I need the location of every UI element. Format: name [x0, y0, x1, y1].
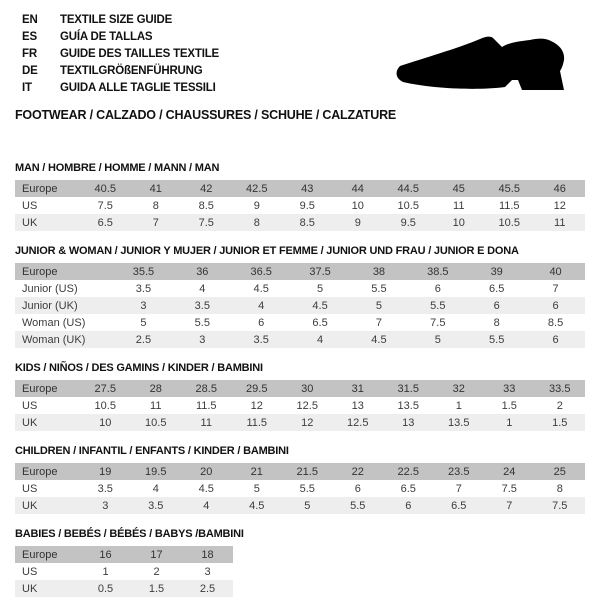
size-value-cell: 25 [553, 465, 566, 478]
size-value-cell: 16 [99, 548, 112, 561]
size-value-cell: 4.5 [198, 482, 214, 495]
size-value-cell: 1.5 [501, 399, 517, 412]
language-title: TEXTILGRÖßENFÜHRUNG [60, 65, 203, 77]
size-value-cell: 2 [556, 399, 563, 412]
size-value-cell: 11 [453, 199, 465, 212]
size-value-cell: 5 [375, 299, 382, 312]
size-value-cell: 5.5 [430, 299, 446, 312]
size-value-cell: 39 [490, 265, 503, 278]
category-heading: FOOTWEAR / CALZADO / CHAUSSURES / SCHUHE / CALZATURE [15, 108, 397, 122]
size-table-header-row [15, 463, 585, 480]
size-table-kids [15, 380, 585, 431]
size-value-cell: 3 [102, 499, 109, 512]
language-title: GUÍA DE TALLAS [60, 31, 153, 43]
language-title: GUIDA ALLE TAGLIE TESSILI [60, 82, 216, 94]
size-value-cell: 31.5 [397, 382, 419, 395]
size-value-cell: 29.5 [246, 382, 268, 395]
size-value-cell: 45.5 [498, 182, 520, 195]
row-label: US [22, 199, 38, 212]
size-value-cell: 46 [553, 182, 566, 195]
size-table-row [15, 197, 585, 214]
size-value-cell: 6.5 [97, 216, 113, 229]
size-value-cell: 7.5 [198, 216, 214, 229]
size-value-cell: 6.5 [312, 316, 328, 329]
size-value-cell: 5.5 [350, 499, 366, 512]
size-value-cell: 7.5 [501, 482, 517, 495]
size-value-cell: 3.5 [194, 299, 210, 312]
size-value-cell: 20 [200, 465, 213, 478]
size-table-row [15, 580, 233, 597]
size-value-cell: 3 [204, 565, 211, 578]
size-table-header-row [15, 180, 585, 197]
size-value-cell: 5.5 [299, 482, 315, 495]
size-value-cell: 38 [372, 265, 386, 278]
size-table [15, 180, 585, 231]
size-value-cell: 1 [506, 416, 513, 429]
size-value-cell: 13.5 [397, 399, 419, 412]
size-value-cell: 4.5 [371, 333, 387, 346]
size-value-cell: 22 [351, 465, 364, 478]
language-code: FR [22, 48, 37, 60]
size-value-cell: 6 [405, 499, 412, 512]
size-value-cell: 28.5 [195, 382, 217, 395]
size-value-cell: 2 [153, 565, 160, 578]
size-value-cell: 36.5 [250, 265, 272, 278]
size-value-cell: 6 [434, 282, 441, 295]
size-table [15, 546, 233, 597]
size-value-cell: 10.5 [94, 399, 116, 412]
size-table-header-row [15, 263, 585, 280]
size-value-cell: 10.5 [145, 416, 167, 429]
language-code: EN [22, 14, 38, 26]
size-value-cell: 6 [493, 299, 500, 312]
size-value-cell: 7 [506, 499, 513, 512]
size-value-cell: 1 [102, 565, 109, 578]
size-table-man [15, 180, 585, 231]
size-value-cell: 19.5 [145, 465, 167, 478]
size-value-cell: 11 [200, 416, 212, 429]
size-table-children [15, 463, 585, 514]
size-value-cell: 4.5 [249, 499, 265, 512]
size-value-cell: 9 [253, 199, 260, 212]
size-value-cell: 5 [253, 482, 260, 495]
row-label: UK [22, 216, 38, 229]
size-value-cell: 10.5 [498, 216, 520, 229]
size-value-cell: 6 [552, 333, 559, 346]
size-value-cell: 44.5 [397, 182, 419, 195]
size-value-cell: 3.5 [97, 482, 113, 495]
size-value-cell: 11.5 [195, 399, 217, 412]
size-value-cell: 3.5 [253, 333, 269, 346]
language-code: IT [22, 82, 32, 94]
size-value-cell: 40 [549, 265, 562, 278]
language-code: ES [22, 31, 37, 43]
size-value-cell: 4 [258, 299, 265, 312]
size-value-cell: 5 [434, 333, 441, 346]
size-table-header-row [15, 380, 585, 397]
size-value-cell: 4 [199, 282, 206, 295]
row-label: Woman (UK) [22, 333, 86, 346]
size-table-row [15, 497, 585, 514]
size-value-cell: 9.5 [400, 216, 416, 229]
size-value-cell: 11.5 [498, 199, 520, 212]
size-value-cell: 7 [152, 216, 159, 229]
section-kids [15, 362, 585, 431]
size-value-cell: 11 [554, 216, 566, 229]
size-value-cell: 2.5 [135, 333, 152, 346]
size-value-cell: 36 [196, 265, 209, 278]
size-value-cell: 7 [375, 316, 382, 329]
size-value-cell: 3.5 [135, 282, 152, 295]
row-label: Europe [22, 265, 58, 278]
size-table-row [15, 331, 585, 348]
section-title: KIDS / NIÑOS / DES GAMINS / KINDER / BAMBINI [15, 362, 263, 374]
row-label: UK [22, 582, 38, 595]
size-value-cell: 1.5 [552, 416, 568, 429]
size-value-cell: 13 [402, 416, 415, 429]
size-value-cell: 38.5 [427, 265, 449, 278]
size-value-cell: 23.5 [448, 465, 470, 478]
row-label: US [22, 565, 38, 578]
language-row-en [22, 12, 585, 29]
size-value-cell: 3 [199, 333, 206, 346]
size-value-cell: 3 [140, 299, 147, 312]
size-value-cell: 28 [149, 382, 162, 395]
size-value-cell: 11 [150, 399, 162, 412]
size-value-cell: 6.5 [400, 482, 416, 495]
size-value-cell: 6 [552, 299, 559, 312]
size-value-cell: 42.5 [246, 182, 268, 195]
row-label: US [22, 399, 38, 412]
size-value-cell: 10 [99, 416, 112, 429]
size-value-cell: 12 [250, 399, 263, 412]
size-table-babies [15, 546, 585, 597]
dress-shoe-icon [394, 31, 574, 95]
size-value-cell: 5.5 [489, 333, 505, 346]
size-value-cell: 44 [351, 182, 364, 195]
size-value-cell: 3.5 [148, 499, 164, 512]
size-value-cell: 5 [140, 316, 147, 329]
size-value-cell: 7 [552, 282, 559, 295]
language-code: DE [22, 65, 38, 77]
row-label: Europe [22, 548, 58, 561]
size-value-cell: 8 [556, 482, 563, 495]
size-value-cell: 40.5 [94, 182, 116, 195]
size-value-cell: 12 [301, 416, 314, 429]
size-value-cell: 5 [304, 499, 311, 512]
size-value-cell: 11.5 [246, 416, 268, 429]
section-children [15, 445, 585, 514]
size-value-cell: 5.5 [371, 282, 387, 295]
size-value-cell: 17 [150, 548, 163, 561]
size-value-cell: 7 [455, 482, 462, 495]
size-value-cell: 13 [351, 399, 364, 412]
size-value-cell: 8 [152, 199, 159, 212]
row-label: Woman (US) [22, 316, 86, 329]
size-value-cell: 41 [149, 182, 162, 195]
size-value-cell: 4.5 [253, 282, 269, 295]
size-value-cell: 30 [301, 382, 314, 395]
size-table-row [15, 563, 233, 580]
size-value-cell: 10.5 [397, 199, 419, 212]
language-title: GUIDE DES TAILLES TEXTILE [60, 48, 219, 60]
size-value-cell: 21.5 [296, 465, 318, 478]
size-value-cell: 6.5 [489, 282, 505, 295]
size-value-cell: 4 [203, 499, 210, 512]
size-value-cell: 5 [317, 282, 324, 295]
size-table-row [15, 214, 585, 231]
size-value-cell: 10 [351, 199, 364, 212]
size-value-cell: 4 [317, 333, 324, 346]
size-value-cell: 24 [503, 465, 516, 478]
section-title: JUNIOR & WOMAN / JUNIOR Y MUJER / JUNIOR ET FEMME / JUNIOR UND FRAU / JUNIOR E DONA [15, 245, 519, 257]
size-value-cell: 7.5 [97, 199, 113, 212]
row-label: Junior (UK) [22, 299, 78, 312]
size-value-cell: 10 [452, 216, 465, 229]
size-value-cell: 33 [503, 382, 516, 395]
section-man [15, 162, 585, 231]
size-value-cell: 31 [351, 382, 364, 395]
row-label: Europe [22, 465, 58, 478]
size-value-cell: 8.5 [299, 216, 315, 229]
size-value-cell: 37.5 [309, 265, 331, 278]
size-value-cell: 1.5 [148, 582, 165, 595]
size-value-cell: 4.5 [312, 299, 328, 312]
size-value-cell: 42 [200, 182, 213, 195]
row-label: Junior (US) [22, 282, 78, 295]
size-table [15, 380, 585, 431]
size-table [15, 263, 585, 348]
row-label: Europe [22, 382, 58, 395]
size-value-cell: 0.5 [97, 582, 114, 595]
size-table-row [15, 297, 585, 314]
row-label: UK [22, 499, 38, 512]
size-value-cell: 35.5 [132, 265, 155, 278]
size-value-cell: 8 [493, 316, 500, 329]
row-label: US [22, 482, 38, 495]
size-table-row [15, 414, 585, 431]
size-value-cell: 32 [452, 382, 465, 395]
section-babies [15, 528, 585, 597]
size-table [15, 463, 585, 514]
size-value-cell: 7.5 [552, 499, 568, 512]
size-value-cell: 8.5 [547, 316, 564, 329]
size-table-row [15, 480, 585, 497]
size-value-cell: 9 [354, 216, 361, 229]
size-value-cell: 8.5 [198, 199, 214, 212]
size-value-cell: 19 [99, 465, 112, 478]
size-value-cell: 12 [553, 199, 566, 212]
size-value-cell: 8 [253, 216, 260, 229]
size-value-cell: 21 [250, 465, 263, 478]
size-table-junior-woman [15, 263, 585, 348]
size-value-cell: 6 [258, 316, 265, 329]
language-title: TEXTILE SIZE GUIDE [60, 14, 173, 26]
section-title: BABIES / BEBÉS / BÉBÉS / BABYS /BAMBINI [15, 528, 244, 540]
size-value-cell: 43 [301, 182, 314, 195]
section-junior-woman [15, 245, 585, 348]
row-label: UK [22, 416, 38, 429]
size-value-cell: 4 [152, 482, 159, 495]
size-value-cell: 12.5 [296, 399, 318, 412]
size-value-cell: 27.5 [94, 382, 116, 395]
size-value-cell: 6.5 [451, 499, 467, 512]
size-value-cell: 33.5 [549, 382, 571, 395]
size-value-cell: 12.5 [347, 416, 369, 429]
size-table-header-row [15, 546, 233, 563]
size-value-cell: 22.5 [397, 465, 419, 478]
size-value-cell: 6 [354, 482, 361, 495]
size-tables [15, 162, 585, 597]
size-table-row [15, 397, 585, 414]
size-value-cell: 18 [201, 548, 214, 561]
size-table-row [15, 314, 585, 331]
size-value-cell: 7.5 [430, 316, 446, 329]
size-value-cell: 45 [452, 182, 465, 195]
size-value-cell: 2.5 [199, 582, 216, 595]
size-value-cell: 1 [455, 399, 462, 412]
section-title: MAN / HOMBRE / HOMME / MANN / MAN [15, 162, 220, 174]
size-value-cell: 5.5 [194, 316, 210, 329]
size-value-cell: 13.5 [448, 416, 470, 429]
section-title: CHILDREN / INFANTIL / ENFANTS / KINDER / BAMBINI [15, 445, 289, 457]
size-table-row [15, 280, 585, 297]
row-label: Europe [22, 182, 58, 195]
size-value-cell: 9.5 [299, 199, 315, 212]
